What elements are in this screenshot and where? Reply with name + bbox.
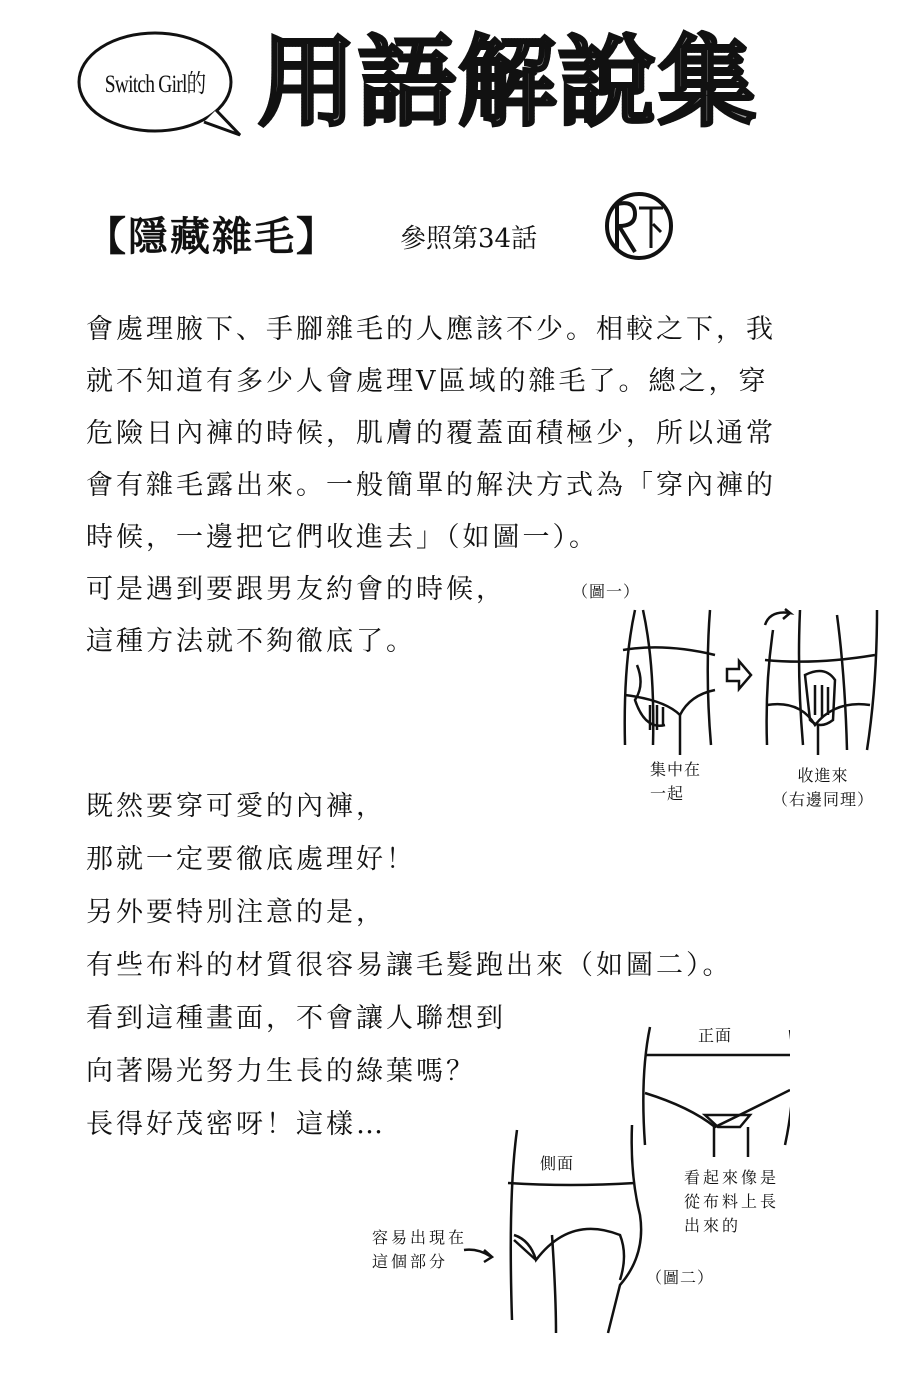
- text-line: 向著陽光努力生長的綠葉嗎？: [86, 1056, 476, 1087]
- text-line: 會處理腋下、手腳雜毛的人應該不少。相較之下，我: [86, 314, 776, 345]
- pointer-arrow-icon: [462, 1238, 502, 1268]
- text-line: 可是遇到要跟男友約會的時候，: [86, 574, 506, 605]
- page-title: 用語解說集: [258, 26, 759, 140]
- text-line: 看到這種畫面，不會讓人聯想到: [86, 1003, 506, 1034]
- figure-1-illustration: [615, 605, 885, 755]
- figure-1-label: （圖一）: [572, 582, 641, 601]
- figure-2-front-label: 正面: [698, 1026, 733, 1045]
- text-line: 另外要特別注意的是，: [86, 897, 386, 928]
- bubble-text: Switch Girl的: [104, 71, 206, 98]
- text-line: 長得好茂密呀！這樣…: [86, 1109, 386, 1140]
- paragraph-1: [86, 304, 776, 564]
- figure-2-front-note: 看起來像是 從布料上長 出來的: [684, 1168, 780, 1235]
- figure-2-side-note: 容易出現在 這個部分: [372, 1228, 468, 1271]
- figure-2-side-label: 側面: [540, 1154, 575, 1173]
- text-line: 危險日內褲的時候，肌膚的覆蓋面積極少，所以通常: [86, 418, 776, 449]
- rt-stamp-icon: [603, 190, 675, 262]
- text-line: 既然要穿可愛的內褲，: [86, 791, 386, 822]
- speech-bubble: [76, 30, 234, 134]
- text-line: 那就一定要徹底處理好！: [86, 844, 416, 875]
- text-line: 時候，一邊把它們收進去」（如圖一）。: [86, 522, 599, 553]
- paragraph-2: [86, 564, 506, 668]
- rt-badge: [603, 190, 675, 262]
- entry-heading: 【隱藏雜毛】: [86, 213, 338, 260]
- figure-1-caption-right: 收進來 （右邊同理）: [771, 766, 874, 809]
- chapter-reference: 參照第34話: [400, 224, 538, 254]
- text-line: 就不知道有多少人會處理V區域的雜毛了。總之，穿: [86, 366, 769, 397]
- figure-1-caption-left: 集中在 一起: [650, 760, 702, 803]
- text-line: 會有雜毛露出來。一般簡單的解決方式為「穿內褲的: [86, 470, 776, 501]
- figure-2-label: （圖二）: [646, 1268, 715, 1287]
- text-line: 有些布料的材質很容易讓毛髮跑出來（如圖二）。: [86, 950, 733, 981]
- text-line: 這種方法就不夠徹底了。: [86, 626, 416, 657]
